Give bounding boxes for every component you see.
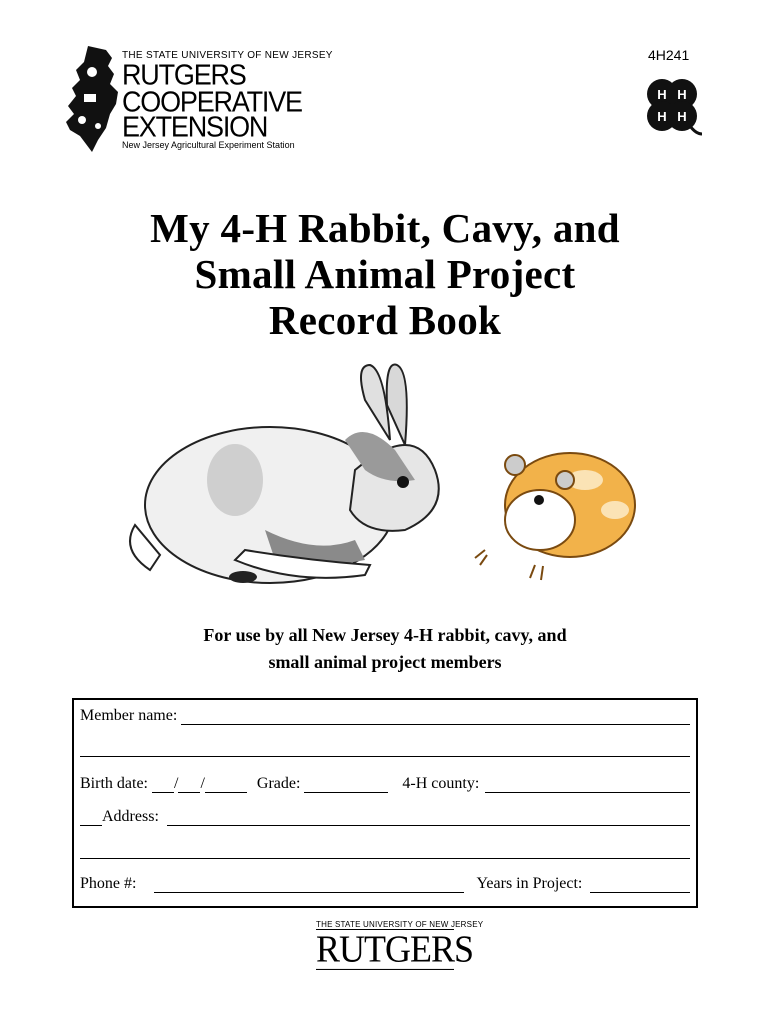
clover-letter: H xyxy=(677,87,687,102)
subtitle-line-1: For use by all New Jersey 4-H rabbit, cavy, and xyxy=(203,625,567,645)
subtitle-line-2: small animal project members xyxy=(268,652,502,672)
years-field[interactable] xyxy=(590,876,690,893)
date-separator: / xyxy=(200,775,205,792)
grade-label: Grade: xyxy=(256,775,301,792)
address-field[interactable] xyxy=(167,809,690,826)
member-name-row xyxy=(80,707,690,725)
member-name-continuation-row xyxy=(80,740,690,757)
address-continuation-row xyxy=(80,842,690,859)
birth-grade-county-row xyxy=(80,774,690,793)
subtitle xyxy=(0,622,770,676)
page-title xyxy=(0,205,770,343)
rutgers-cooperative-extension-logo xyxy=(62,44,333,154)
logo-station: New Jersey Agricultural Experiment Station xyxy=(122,140,295,150)
phone-label: Phone #: xyxy=(80,875,137,892)
clover-letter: H xyxy=(677,109,687,124)
birth-date-label: Birth date: xyxy=(80,775,148,792)
county-field[interactable] xyxy=(485,776,690,793)
member-name-field[interactable] xyxy=(181,708,690,725)
rabbit-image xyxy=(130,365,439,584)
new-jersey-map-icon xyxy=(62,44,120,154)
member-info-form xyxy=(72,698,698,908)
title-line-1: My 4-H Rabbit, Cavy, and xyxy=(150,205,620,251)
grade-field[interactable] xyxy=(304,776,388,793)
birth-year-field[interactable] xyxy=(205,776,247,793)
birth-day-field[interactable] xyxy=(178,774,200,793)
four-h-clover-icon xyxy=(640,76,704,138)
rutgers-footer-logo xyxy=(316,920,484,970)
date-separator: / xyxy=(173,775,179,792)
county-label: 4-H county: xyxy=(402,775,480,792)
address-label: Address: xyxy=(102,808,159,825)
rabbit-and-hamster-illustration xyxy=(115,360,645,590)
address-field-line-2[interactable] xyxy=(80,842,690,859)
member-name-label: Member name: xyxy=(80,707,178,724)
address-prefix-field[interactable] xyxy=(80,809,102,826)
logo-university: THE STATE UNIVERSITY OF NEW JERSEY xyxy=(122,50,333,61)
address-row xyxy=(80,808,690,826)
logo-extension: EXTENSION xyxy=(122,111,268,143)
title-line-2: Small Animal Project xyxy=(194,251,576,297)
hamster-image xyxy=(475,453,635,580)
title-line-3: Record Book xyxy=(268,297,502,343)
footer-university: THE STATE UNIVERSITY OF NEW JERSEY xyxy=(316,920,484,929)
clover-letter: H xyxy=(657,87,667,102)
birth-month-field[interactable] xyxy=(152,774,174,793)
years-label: Years in Project: xyxy=(476,875,583,892)
clover-letter: H xyxy=(657,109,667,124)
phone-years-row xyxy=(80,875,690,893)
footer-rutgers: RUTGERS xyxy=(316,927,474,970)
logo-cooperative: COOPERATIVE xyxy=(122,86,302,118)
document-code: 4H241 xyxy=(648,47,690,63)
logo-rutgers: RUTGERS xyxy=(122,59,246,91)
phone-field[interactable] xyxy=(154,876,464,893)
member-name-field-line-2[interactable] xyxy=(80,740,690,757)
